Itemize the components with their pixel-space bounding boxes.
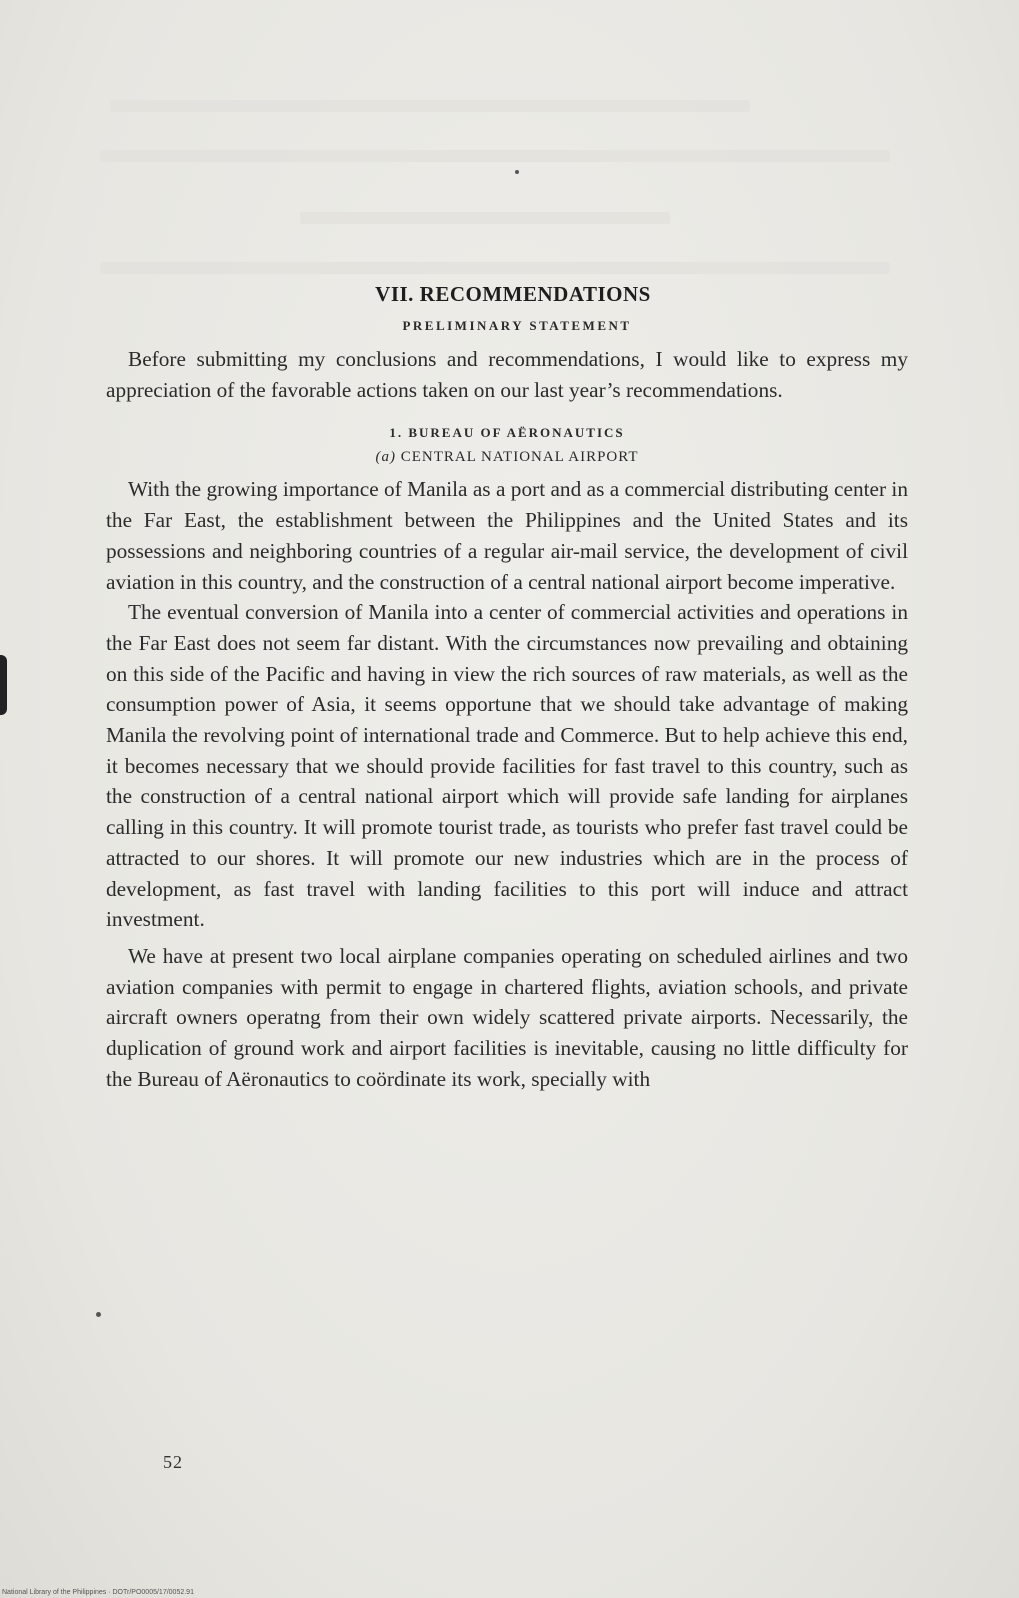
subsection-letter: (a) [375, 449, 396, 466]
bleed-through-line [100, 150, 890, 162]
speck [96, 1312, 101, 1317]
bleed-through-line [100, 262, 890, 274]
bleed-through-line [110, 100, 750, 112]
body-paragraph: We have at present two local airplane companies operating on scheduled airlines and two aviation companies with permit to engage in chartered flights, aviation schools, and private aircraft owners operatng from their own widely scattered private airports. Necessarily, the duplication of ground work and airport facilities is inevitable, causing no little difficulty for the Bureau of Aëronautics to coördinate its work, specially with [106, 943, 908, 1091]
footer-credit: National Library of the Philippines · DOTr/PO0005/17/0052.91 [2, 1589, 194, 1596]
page-number: 52 [163, 1452, 183, 1472]
page-body [106, 282, 908, 1094]
section-heading: 1. BUREAU OF AËRONAUTICS [389, 425, 625, 441]
intro-paragraph: Before submitting my conclusions and recommendations, I would like to express my appreciation of the favorable actions taken on our last year’s recommendations. [106, 347, 908, 402]
binding-shadow [0, 655, 7, 715]
subsection-heading [106, 449, 908, 466]
body-paragraph: The eventual conversion of Manila into a center of commercial activities and operations in the Far East does not seem far distant. With the circumstances now prevailing and obtaining on this side of the Pacific and having in view the rich sources of raw materials, as well as the consumption power of Asia, it seems opportune that we should take advantage of making Manila the revolving point of international trade and Commerce. But to help achieve this end, it becomes necessary that we should provide facilities for fast travel to this country, such as the construction of a central national airport which will provide safe landing for airplanes calling in this country. It will promote tourist trade, as tourists who prefer fast travel could be attracted to our shores. It will promote our new industries which are in the process of development, as fast travel with landing facilities to this port will induce and attract investment. [106, 600, 908, 932]
chapter-title: VII. RECOMMENDATIONS [375, 282, 651, 306]
bleed-through-line [300, 212, 670, 224]
preliminary-statement-heading: PRELIMINARY STATEMENT [402, 318, 632, 333]
body-paragraph: With the growing importance of Manila as a port and as a commercial distributing center in the Far East, the establishment between the Philippines and the United States and its possessions and neighboring countries of a regular air-mail service, the development of civil aviation in this country, and the construction of a central national airport become imperative. [106, 477, 908, 594]
speck [515, 170, 519, 174]
subsection-title: CENTRAL NATIONAL AIRPORT [400, 449, 639, 466]
